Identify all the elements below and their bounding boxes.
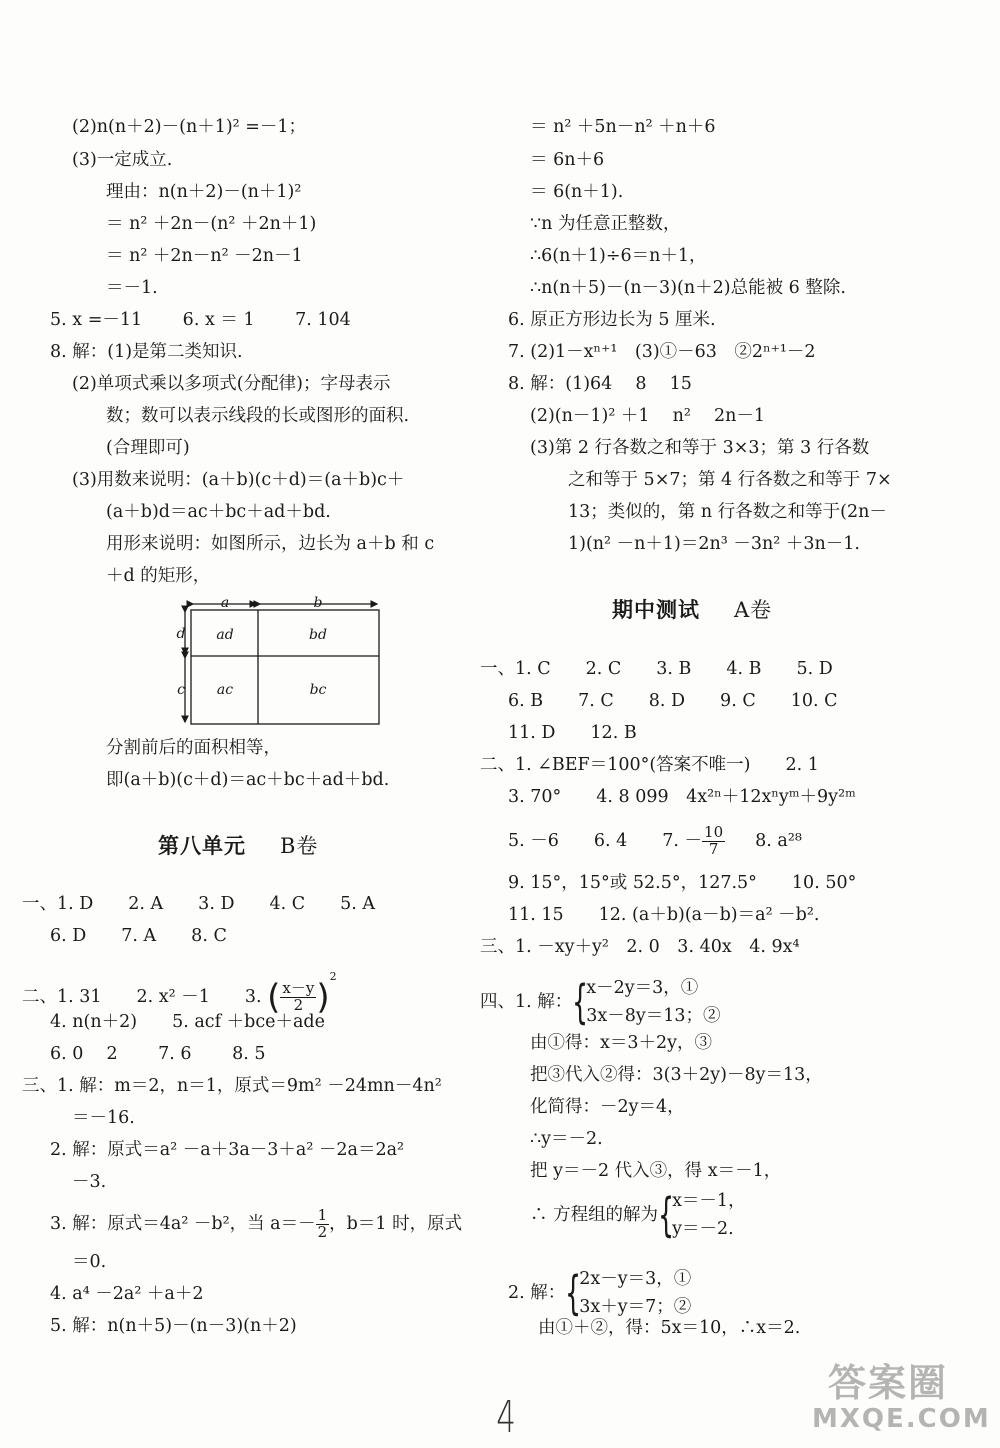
section-volume: B卷 (280, 834, 319, 858)
fig-label-a: a (220, 595, 230, 611)
answer-line: 6. D 7. A 8. C (50, 926, 227, 946)
answer-line: 化简得：－2y＝4， (530, 1097, 685, 1117)
answer-line: (a＋b)d＝ac＋bc＋ad＋bd. (106, 502, 331, 522)
exponent: 2 (329, 970, 337, 983)
answer-line: (2)单项式乘以多项式(分配律)；字母表示 (72, 374, 391, 394)
answer-line: ＝ 6n＋6 (530, 150, 605, 170)
answer-line: 二、1. 31 2. x² －1 3. ( $\frac{x-y}{2}$ )$^2$ (22, 970, 337, 1018)
answer-line: 把 y＝－2 代入③，得 x＝－1， (530, 1161, 782, 1181)
answer-line: 7. (2)1－xⁿ⁺¹ (3)①－63 ②2ⁿ⁺¹－2 (508, 342, 816, 362)
answer-line: ＋d 的矩形， (106, 566, 211, 586)
answer-line: 理由：n(n＋2)－(n＋1)² (106, 182, 302, 202)
answer-line: 之和等于 5×7；第 4 行各数之和等于 7× (568, 470, 892, 490)
answer-line: 由①＋②，得：5x＝10，∴x＝2. (538, 1318, 801, 1338)
answer-line: 把③代入②得：3(3＋2y)－8y＝13， (530, 1065, 823, 1085)
answer-line (508, 1265, 691, 1321)
answer-line: ∴6(n＋1)÷6＝n＋1， (530, 246, 707, 266)
answer-line: 4. a⁴ －2a² ＋a＋2 (50, 1284, 204, 1304)
answer-line: ＝ n² ＋2n－(n² ＋2n＋1) (106, 214, 317, 234)
answer-line: ＝ 6(n＋1). (530, 182, 624, 202)
fig-cell-bc: bc (309, 682, 327, 698)
section-heading-unit8-b (158, 830, 318, 860)
answer-line (508, 825, 802, 858)
answer-line: (合理即可) (106, 438, 190, 458)
fig-cell-ad: ad (216, 627, 234, 643)
fraction-one-half: $\frac{1}{2}$ (317, 1206, 328, 1241)
fig-label-d: d (176, 626, 186, 642)
left-brace-icon: { (565, 1266, 582, 1320)
answer-line: 5. x =－11 6. x ＝ 1 7. 104 (50, 310, 351, 330)
answer-line: 分割前后的面积相等， (106, 738, 281, 758)
answer-line: 13；类似的，第 n 行各数之和等于(2n－ (568, 502, 887, 522)
answer-line: 三、1. －xy＋y² 2. 0 3. 40x 4. 9x⁴ (480, 937, 800, 957)
answer-line: 数；数可以表示线段的长或图形的面积. (106, 406, 410, 426)
answer-line: 3. 70° 4. 8 099 4x²ⁿ＋12xⁿyᵐ＋9y²ᵐ (508, 787, 856, 807)
answer-line (480, 974, 721, 1030)
answer-line: ＝ n² ＋2n－n² －2n－1 (106, 246, 303, 266)
solution-system: x＝－1， y＝－2. (672, 1191, 746, 1239)
answer-line: ＝－16. (72, 1108, 135, 1128)
answer-line: －3. (72, 1172, 107, 1192)
answer-line (50, 1208, 462, 1241)
answer-line: (3)用数来说明：(a＋b)(c＋d)＝(a＋b)c＋ (72, 470, 405, 490)
answer-line: 2. 解：原式＝a² －a＋3a－3＋a² －2a＝2a² (50, 1140, 405, 1160)
answer-line: 1)(n² －n＋1)＝2n³ －3n² ＋3n－1. (568, 534, 860, 554)
answer-line: ＝0. (72, 1252, 107, 1272)
answer-line: 由①得：x＝3＋2y，③ (530, 1033, 713, 1053)
fraction-10-over-7: $\frac{10}{7}$ (704, 823, 724, 858)
answer-text: 二、1. 31 2. x² －1 3. (22, 987, 262, 1007)
answer-line: 三、1. 解：m＝2，n＝1，原式＝9m² －24mn－4n² (22, 1076, 442, 1096)
answer-line: 4. n(n＋2) 5. acf ＋bce＋ade (50, 1012, 325, 1032)
answer-text: 5. －6 6. 4 7. － (508, 830, 703, 851)
answer-line: ＝ n² ＋5n－n² ＋n＋6 (530, 117, 716, 137)
answer-line: 6. B 7. C 8. D 9. C 10. C (508, 691, 838, 711)
answer-line (530, 1187, 746, 1243)
answer-line: 11. D 12. B (508, 723, 637, 743)
area-model-figure (175, 594, 395, 734)
fraction-x-minus-y-over-2: $\frac{x-y}{2}$ (282, 979, 315, 1014)
answer-line: ∵n 为任意正整数， (530, 214, 681, 234)
answer-line: 即(a＋b)(c＋d)＝ac＋bc＋ad＋bd. (106, 770, 390, 790)
answer-line: (2)n(n＋2)－(n＋1)² =－1； (72, 117, 307, 137)
fig-cell-ac: ac (216, 682, 234, 698)
section-title: 期中测试 (612, 597, 700, 622)
left-brace-icon: { (572, 975, 589, 1029)
answer-line: (3)第 2 行各数之和等于 3×3；第 3 行各数 (530, 438, 870, 458)
left-brace-icon: { (658, 1188, 675, 1242)
answer-line: ∴y＝－2. (530, 1129, 603, 1149)
answer-line: ∴n(n＋5)－(n－3)(n＋2)总能被 6 整除. (530, 278, 846, 298)
answer-line: 6. 0 2 7. 6 8. 5 (50, 1044, 266, 1064)
watermark-logo: 答案圈 (828, 1361, 949, 1405)
equation-system-1: x－2y＝3，① 3x－8y＝13；② (586, 978, 721, 1026)
fig-label-c: c (177, 682, 185, 698)
section-title: 第八单元 (158, 833, 246, 858)
answer-line: 6. 原正方形边长为 5 厘米. (508, 310, 716, 330)
equation-system-2: 2x－y＝3，① 3x＋y＝7；② (579, 1269, 692, 1317)
answer-line: 8. 解：(1)是第二类知识. (50, 342, 243, 362)
answer-line: 用形来说明：如图所示，边长为 a＋b 和 c (106, 534, 435, 554)
answer-line: (2)(n－1)² ＋1 n² 2n－1 (530, 406, 766, 426)
watermark-url: MXQE.COM (812, 1404, 991, 1434)
answer-line: 11. 15 12. (a＋b)(a－b)＝a² －b². (508, 905, 820, 925)
answer-line: (3)一定成立. (72, 150, 173, 170)
answer-line: 8. 解：(1)64 8 15 (508, 374, 692, 394)
answer-line: 9. 15°，15°或 52.5°，127.5° 10. 50° (508, 873, 857, 893)
answer-text: ，b＝1 时，原式 (329, 1213, 463, 1234)
answer-line: 5. 解：n(n＋5)－(n－3)(n＋2) (50, 1316, 297, 1336)
answer-line: 二、1. ∠BEF＝100°(答案不唯一) 2. 1 (480, 755, 819, 775)
answer-text: 四、1. 解： (480, 992, 573, 1012)
section-heading-midterm-a (612, 594, 772, 624)
answer-line: 一、1. D 2. A 3. D 4. C 5. A (22, 894, 376, 914)
answer-text: 8. a²⁸ (755, 830, 802, 851)
fig-cell-bd: bd (309, 627, 327, 643)
fig-label-b: b (313, 595, 323, 611)
section-volume: A卷 (734, 598, 773, 622)
page-number: 4 (496, 1392, 516, 1443)
answer-text: 3. 解：原式＝4a² －b²，当 a＝－ (50, 1213, 316, 1234)
answer-text: 2. 解： (508, 1283, 566, 1303)
answer-line: ＝－1. (106, 278, 158, 298)
answer-line: 一、1. C 2. C 3. B 4. B 5. D (480, 659, 833, 679)
answer-text: ∴ 方程组的解为 (530, 1205, 659, 1225)
